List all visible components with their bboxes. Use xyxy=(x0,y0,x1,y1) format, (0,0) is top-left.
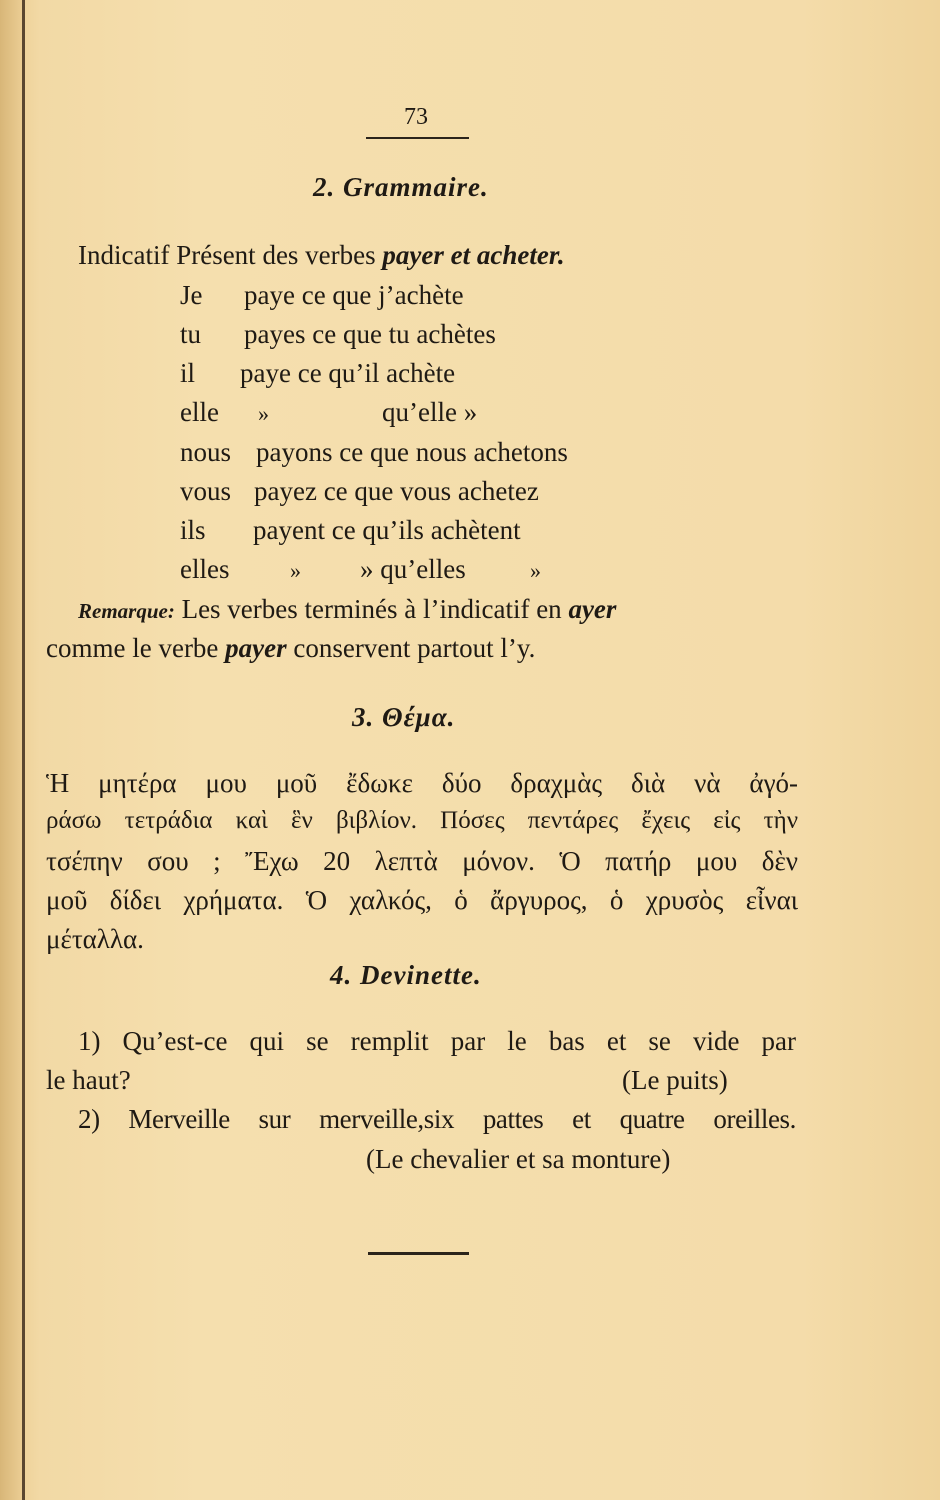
riddle1-answer: (Le puits) xyxy=(622,1065,728,1095)
section2-intro xyxy=(78,240,565,271)
riddle1-line2: le haut? xyxy=(46,1065,131,1095)
remark2-a: comme le verbe xyxy=(46,633,226,663)
remark-line-2 xyxy=(46,633,535,664)
conj-row-4 xyxy=(180,397,477,428)
conj-row-1 xyxy=(180,280,464,311)
riddle2-answer: (Le chevalier et sa monture) xyxy=(366,1144,671,1174)
conj-rest: payez ce que vous achetez xyxy=(254,476,539,506)
conj-pronoun: ils xyxy=(180,515,206,545)
remark2-c: conservent partout l’y. xyxy=(286,633,536,663)
conj-pronoun: nous xyxy=(180,437,232,467)
conj-rest: paye ce que j’achète xyxy=(244,280,464,310)
conj-row-7 xyxy=(180,515,521,546)
remark-label: Remarque: xyxy=(78,599,175,623)
conj-row-8 xyxy=(180,554,541,585)
greek-line-1: Ἡ μητέρα μου μοῦ ἔδωκε δύο δραχμὰς διὰ νὰ ἀγό- xyxy=(46,768,798,798)
conj-pronoun: Je xyxy=(180,280,203,310)
binding-edge xyxy=(22,0,25,1500)
section2-heading: 2. Grammaire. xyxy=(313,172,489,202)
riddle1-line1: 1) Qu’est-ce qui se remplit par le bas et se vide par xyxy=(78,1026,796,1056)
conj-pronoun: elle xyxy=(180,397,219,427)
greek-line-5: μέταλλα. xyxy=(46,924,144,954)
conj-rest: paye ce qu’il achète xyxy=(240,358,456,388)
section4-heading: 4. Devinette. xyxy=(330,960,482,990)
page-number: 73 xyxy=(404,104,428,130)
greek-line-3: τσέπην σου ; Ἔχω 20 λεπτὰ μόνον. Ὁ πατήρ μου δὲν xyxy=(46,846,798,876)
conj-pronoun: tu xyxy=(180,319,202,349)
conj-ditto: » xyxy=(290,558,301,583)
conj-pronoun: il xyxy=(180,358,196,388)
conj-row-5 xyxy=(180,437,568,468)
conj-rest: payes ce que tu achètes xyxy=(244,319,496,349)
conj-row-3 xyxy=(180,358,455,389)
riddle2-line1: 2) Merveille sur merveille,six pattes et quatre oreilles. xyxy=(78,1104,796,1134)
greek-line-4: μοῦ δίδει χρήματα. Ὁ χαλκός, ὁ ἄργυρος, ὁ χρυσὸς εἶναι xyxy=(46,885,798,915)
conj-rest: » qu’elles xyxy=(360,554,466,584)
conj-ditto-end: » xyxy=(530,558,541,583)
conj-ditto: » xyxy=(258,401,269,426)
conj-rest: payent ce qu’ils achètent xyxy=(253,515,521,545)
conj-rest: payons ce que nous achetons xyxy=(256,437,568,467)
top-rule xyxy=(366,137,469,139)
remark2-b: payer xyxy=(225,633,287,663)
section3-heading: 3. Θέμα. xyxy=(352,702,456,732)
page-gutter xyxy=(0,0,22,1500)
remark-text-a: Les verbes terminés à l’indicatif en xyxy=(181,594,569,624)
intro-italic: payer et acheter. xyxy=(382,240,565,270)
conj-pronoun: elles xyxy=(180,554,230,584)
conj-row-2 xyxy=(180,319,496,350)
remark-text-b: ayer xyxy=(568,594,617,624)
intro-plain: Indicatif Présent des verbes xyxy=(78,240,383,270)
conj-row-6 xyxy=(180,476,539,507)
bottom-rule xyxy=(368,1252,469,1255)
conj-pronoun: vous xyxy=(180,476,232,506)
conj-rest: qu’elle » xyxy=(382,397,478,427)
remark-line-1 xyxy=(78,594,616,625)
greek-line-2: ράσω τετράδια καὶ ἓν βιβλίον. Πόσες πεντάρες ἔχεις εἰς τὴν xyxy=(46,807,798,834)
